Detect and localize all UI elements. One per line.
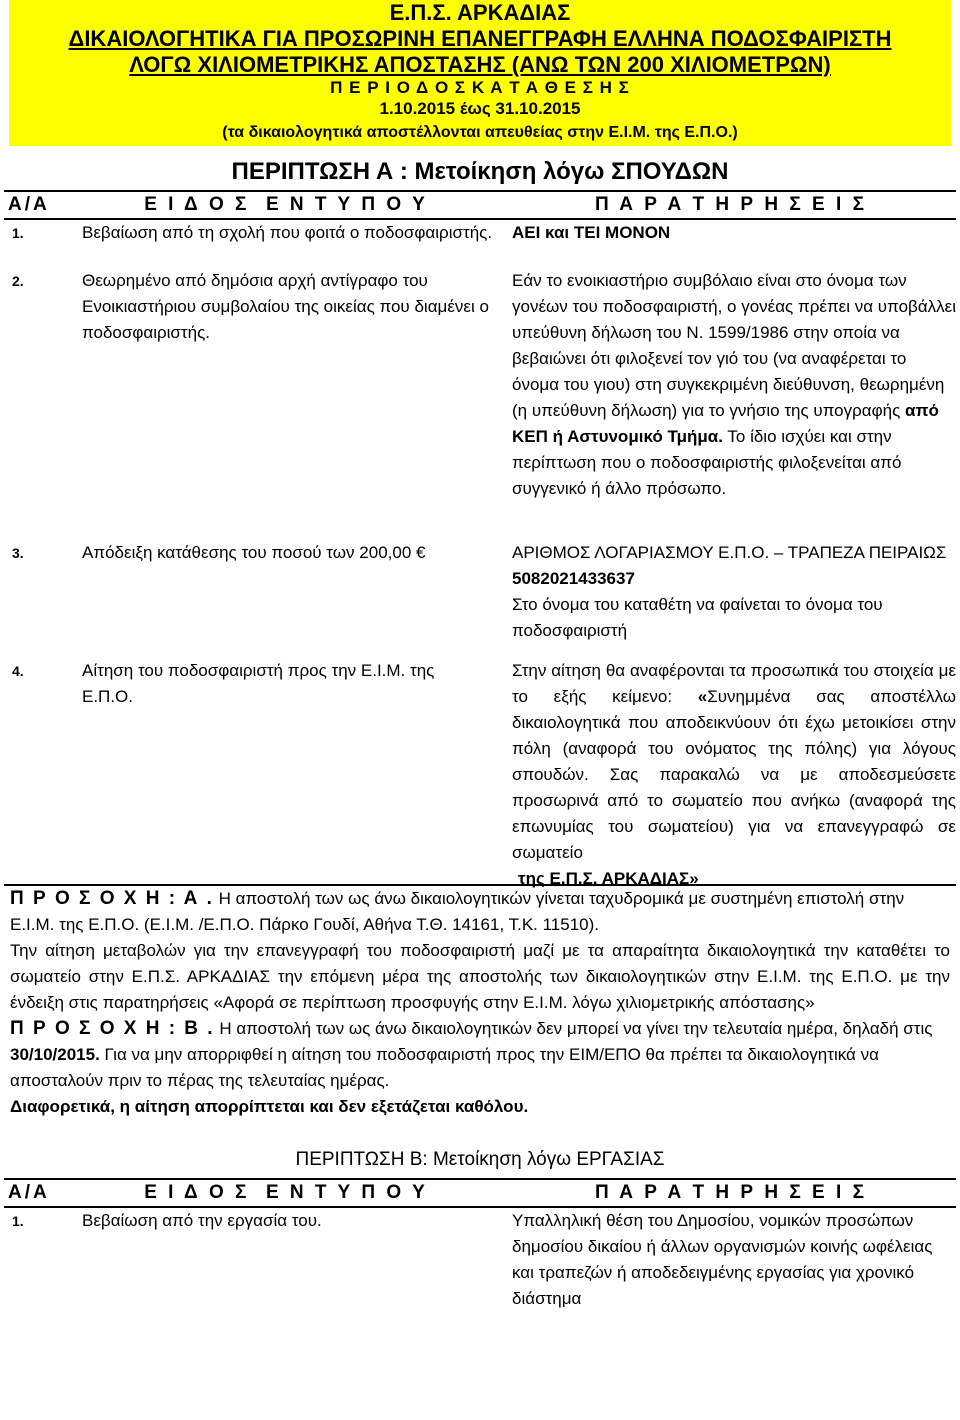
row-remark xyxy=(512,658,956,888)
remark-emphasis: από ΚΕΠ ή Αστυνομικό Τμήμα. xyxy=(512,401,939,446)
row-remark xyxy=(512,268,956,540)
row-description: Βεβαίωση από τη σχολή που φοιτά ο ποδοσφαιριστής. xyxy=(82,223,493,242)
row-description xyxy=(82,540,512,658)
document-title-line2: ΛΟΓΩ ΧΙΛΙΟΜΕΤΡΙΚΗΣ ΑΠΟΣΤΑΣΗΣ (ΑΝΩ ΤΩΝ 200 ΧΙΛΙΟΜΕΤΡΩΝ) xyxy=(129,52,831,77)
col-number: Α/Α xyxy=(8,194,50,215)
case-a-table-header xyxy=(4,190,956,220)
euro-icon: € xyxy=(416,543,426,562)
document-header xyxy=(9,0,951,146)
col-remarks: Π Α Ρ Α Τ Η Ρ Η Σ Ε Ι Σ xyxy=(595,1182,867,1203)
row-number: 1. xyxy=(12,225,24,241)
row-number: 4. xyxy=(12,663,24,679)
account-number: 5082021433637 xyxy=(512,569,635,588)
row-remark xyxy=(512,540,956,658)
case-b-table-header xyxy=(4,1178,956,1208)
attention-a-paragraph: Την αίτηση μεταβολών για την επανεγγραφή του ποδοσφαιριστή μαζί με τα απαραίτητα δικαιολογητικά την καταθέτει το σωματείο στην Ε.Π.Σ. ΑΡΚΑΔΙΑΣ την επόμενη μέρα της αποστολής των δικαιολογητικών στην Ε.Ι.Μ. της Ε.Π.Ο. με την ένδειξη στις παρατηρήσεις «Αφορά σε περίπτωση προσφυγής στην Ε.Ι.Μ. λόγω χιλιομετρικής απόστασης» xyxy=(10,941,950,1012)
quote-mark: « xyxy=(697,687,708,706)
table-row xyxy=(4,1208,956,1312)
row-remark: Υπαλληλική θέση του Δημοσίου, νομικών προσώπων δημοσίου δικαίου ή άλλων οργανισμών κοινής ωφέλειας και τραπεζών ή αποδεδειγμένης εργασίας για χρονικό διάστημα xyxy=(512,1211,933,1308)
case-a-title: ΠΕΡΙΠΤΩΣΗ Α : Μετοίκηση λόγω ΣΠΟΥΔΩΝ xyxy=(231,158,729,185)
period-note: (τα δικαιολογητικά αποστέλλονται απευθείας στην Ε.Ι.Μ. της Ε.Π.Ο.) xyxy=(222,124,738,141)
row-number: 1. xyxy=(12,1213,24,1229)
col-number: Α/Α xyxy=(8,1182,50,1203)
attention-b-text: Η αποστολή των ως άνω δικαιολογητικών δεν μπορεί να γίνει την τελευταία ημέρα, δηλαδή στις xyxy=(214,1019,933,1038)
remark-text: Στο όνομα του καταθέτη να φαίνεται το όνομα του ποδοσφαιριστή xyxy=(512,595,883,640)
col-document-type: Ε Ι Δ Ο Σ Ε Ν Τ Υ Π Ο Υ xyxy=(144,194,428,215)
row-description-text: Απόδειξη κατάθεσης του ποσού των 200,00 xyxy=(82,543,416,562)
rejection-warning: Διαφορετικά, η αίτηση απορρίπτεται και δεν εξετάζεται καθόλου. xyxy=(10,1097,529,1116)
period-dates: 1.10.2015 έως 31.10.2015 xyxy=(379,99,581,118)
attention-a-text: Η αποστολή των ως άνω δικαιολογητικών γίνεται ταχυδρομικά με συστημένη επιστολή στην Ε.Ι.Μ. της Ε.Π.Ο. (Ε.Ι.Μ. /Ε.Π.Ο. Πάρκο Γουδί, Αθήνα Τ.Θ. 14161, Τ.Κ. 11510). xyxy=(10,889,905,934)
row-description: Θεωρημένο από δημόσια αρχή αντίγραφο του Ενοικιαστήριου συμβολαίου της οικείας που διαμένει ο ποδοσφαιριστής. xyxy=(82,271,489,342)
attention-b-label: Π Ρ Ο Σ Ο Χ Η : Β . xyxy=(10,1018,215,1039)
attention-a-label: Π Ρ Ο Σ Ο Χ Η : Α . xyxy=(10,888,214,909)
deadline-date: 30/10/2015. xyxy=(10,1045,100,1064)
table-row xyxy=(4,658,956,888)
attention-b xyxy=(10,1016,950,1094)
attention-b-text: Για να μην απορριφθεί η αίτηση του ποδοσφαιριστή προς την ΕΙΜ/ΕΠΟ θα πρέπει τα δικαιολογητικά να αποσταλούν πριν το πέρας της τελευταίας ημέρας. xyxy=(10,1045,879,1090)
org-name: Ε.Π.Σ. ΑΡΚΑΔΙΑΣ xyxy=(389,0,571,25)
remark-text: Το ίδιο ισχύει και στην περίπτωση που ο ποδοσφαιριστής φιλοξενείται από συγγενικό ή άλλο πρόσωπο. xyxy=(512,427,902,498)
document-title-line1: ΔΙΚΑΙΟΛΟΓΗΤΙΚΑ ΓΙΑ ΠΡΟΣΩΡΙΝΗ ΕΠΑΝΕΓΓΡΑΦΗ ΕΛΛΗΝΑ ΠΟΔΟΣΦΑΙΡΙΣΤΗ xyxy=(68,26,892,51)
col-remarks: Π Α Ρ Α Τ Η Ρ Η Σ Ε Ι Σ xyxy=(595,194,867,215)
remark-text: ΑΡΙΘΜΟΣ ΛΟΓΑΡΙΑΣΜΟΥ Ε.Π.Ο. – ΤΡΑΠΕΖΑ ΠΕΙΡΑΙΩΣ xyxy=(512,543,947,562)
remark-emphasis: της Ε.Π.Σ. ΑΡΚΑΔΙΑΣ» xyxy=(518,869,699,888)
remark-text: Εάν το ενοικιαστήριο συμβόλαιο είναι στο όνομα των γονέων του ποδοσφαιριστή, ο γονέας πρέπει να υποβάλλει υπεύθυνη δήλωση του Ν. 1599/1986 στην οποία να βεβαιώνει ότι φιλοξενεί τον γιό του (να αναφέρεται το όνομα του γιου) στη συγκεκριμένη διεύθυνση, θεωρημένη (η υπεύθυνη δήλωση) για το γνήσιο της υπογραφής xyxy=(512,271,957,420)
case-a-table xyxy=(4,220,956,886)
row-description: Βεβαίωση από την εργασία του. xyxy=(82,1211,322,1230)
row-description: Αίτηση του ποδοσφαιριστή προς την Ε.Ι.Μ. της Ε.Π.Ο. xyxy=(82,661,435,706)
table-row xyxy=(4,268,956,540)
period-label: Π Ε Ρ Ι Ο Δ Ο Σ Κ Α Τ Α Θ Ε Σ Η Σ xyxy=(330,78,630,97)
table-row xyxy=(4,220,956,268)
remark-text: Στην αίτηση θα αναφέρονται τα προσωπικά του στοιχεία με το εξής κείμενο: xyxy=(512,661,956,706)
table-row xyxy=(4,540,956,658)
row-remark: ΑΕΙ και ΤΕΙ ΜΟΝΟΝ xyxy=(512,223,671,242)
case-b-title: ΠΕΡΙΠΤΩΣΗ Β: Μετοίκηση λόγω ΕΡΓΑΣΙΑΣ xyxy=(295,1149,665,1170)
row-number: 2. xyxy=(12,273,24,289)
attention-a xyxy=(10,886,950,938)
remark-text: Συνημμένα σας αποστέλλω δικαιολογητικά που αποδεικνύουν ότι έχω μετοικίσει στην πόλη (αναφορά του ονόματος της πόλης) για λόγους σπουδών. Σας παρακαλώ να με αποδεσμεύσετε προσωρινά από το σωματείο που ανήκω (αναφορά της επωνυμίας του σωματείου) για να επανεγγραφώ σε σωματείο xyxy=(512,687,956,862)
col-document-type: Ε Ι Δ Ο Σ Ε Ν Τ Υ Π Ο Υ xyxy=(144,1182,428,1203)
row-number: 3. xyxy=(12,545,24,561)
